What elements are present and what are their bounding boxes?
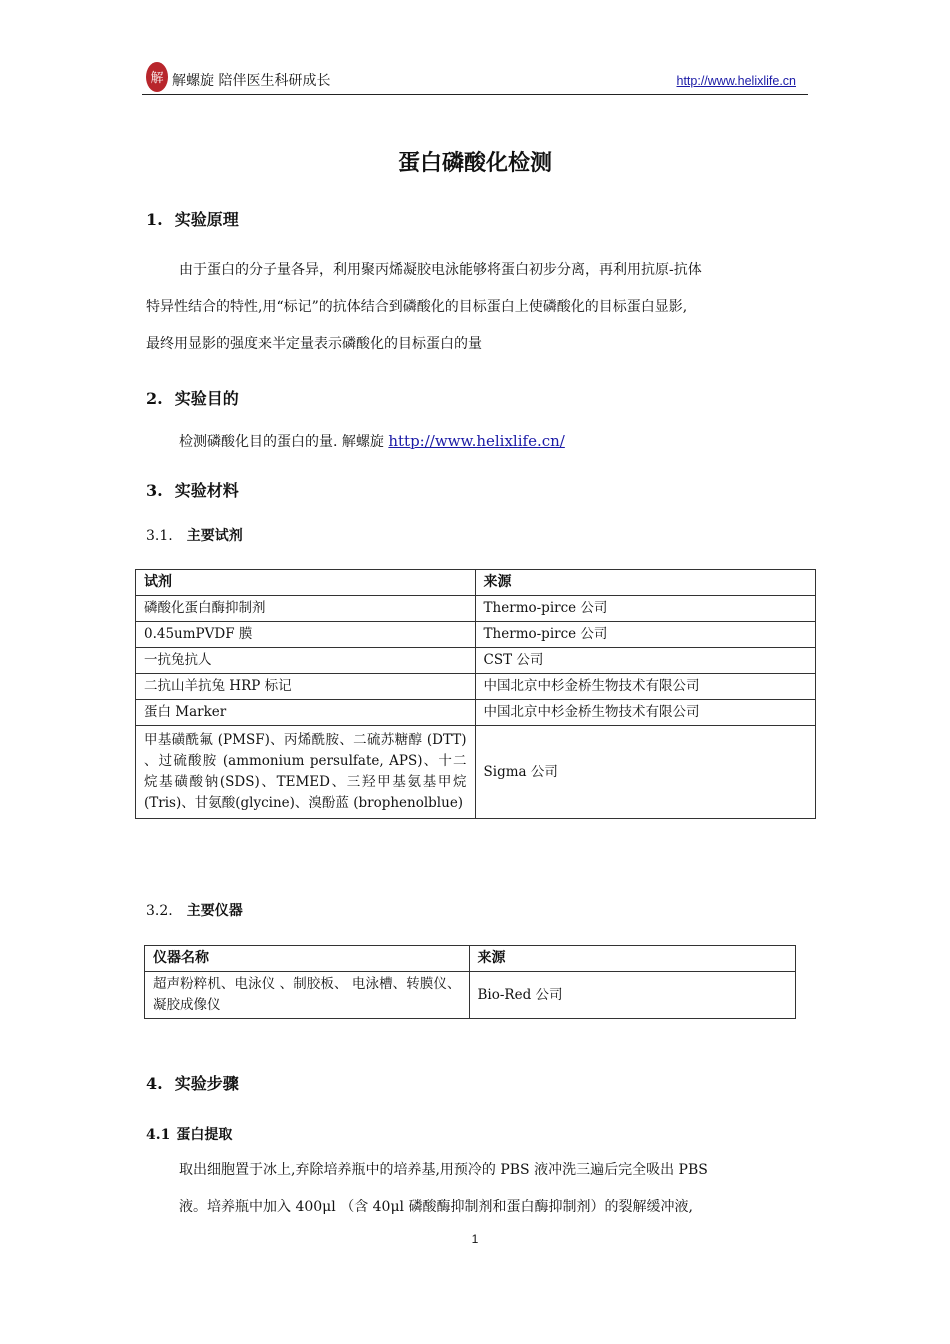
paragraph-line: 特异性结合的特性,用“标记”的抗体结合到磷酸化的目标蛋白上使磷酸化的目标蛋白显影, [146,299,688,315]
section-3-2-heading [146,900,243,920]
table-cell: CST 公司 [475,648,815,674]
section-2-heading [146,386,239,409]
table-row [136,648,816,674]
table-cell: 0.45umPVDF 膜 [136,622,476,648]
header-cell: 来源 [469,946,796,972]
section-number: 1. [146,210,163,229]
table-cell: Thermo-pirce 公司 [475,596,815,622]
header-url-link[interactable]: http://www.helixlife.cn [676,74,796,88]
logo-glyph: 解 [150,71,164,86]
page-number: 1 [471,1232,479,1246]
logo [146,62,168,92]
section-title: 主要试剂 [186,528,243,544]
section-1-heading [146,207,239,230]
section-title: 主要仪器 [186,903,243,919]
section-4-1-paragraph [146,1152,810,1226]
paragraph-line: 取出细胞置于冰上,弃除培养瓶中的培养基,用预冷的 PBS 液冲洗三遍后完全吸出 PBS [179,1162,708,1178]
table-cell: 二抗山羊抗兔 HRP 标记 [136,674,476,700]
table-cell: 甲基磺酰氟 (PMSF)、丙烯酰胺、二硫苏糖醇 (DTT) 、过硫酸胺 (ammonium persulfate, APS)、十二烷基磺酸钠(SDS)、TEMED、三羟甲基氨基甲烷(Tris)、甘氨酸(glycine)、溴酚蓝 (brophenolblue) [136,726,476,819]
section-title: 实验步骤 [174,1074,239,1093]
section-number: 3.1. [146,528,173,544]
helixlife-link[interactable]: http://www.helixlife.cn/ [388,432,565,450]
table-row [145,972,796,1019]
brand-name: 解螺旋 陪伴医生科研成长 [172,73,331,89]
page-title: 蛋白磷酸化检测 [397,151,552,176]
table-row [136,674,816,700]
section-number: 2. [146,389,163,408]
table-cell: Thermo-pirce 公司 [475,622,815,648]
table-cell: 中国北京中杉金桥生物技术有限公司 [475,674,815,700]
instruments-table [144,945,796,1019]
section-title: 蛋白提取 [176,1127,233,1143]
table-cell: 一抗兔抗人 [136,648,476,674]
table-header-row [136,570,816,596]
header-cell: 试剂 [136,570,476,596]
section-3-heading [146,478,239,501]
table-cell: 蛋白 Marker [136,700,476,726]
table-row [136,726,816,819]
section-title: 实验材料 [174,481,239,500]
section-2-paragraph [146,423,810,461]
purpose-text: 检测磷酸化目的蛋白的量. 解螺旋 [179,434,384,450]
section-number: 4. [146,1074,163,1093]
header-cell: 来源 [475,570,815,596]
table-cell: Sigma 公司 [475,726,815,819]
section-3-1-heading [146,525,243,545]
paragraph-line: 最终用显影的强度来半定量表示磷酸化的目标蛋白的量 [146,336,482,352]
section-1-paragraph [146,252,810,363]
section-number: 3. [146,481,163,500]
section-4-1-heading [146,1124,232,1144]
section-number: 4.1 [146,1127,171,1143]
header-cell: 仪器名称 [145,946,470,972]
paragraph-line: 由于蛋白的分子量各异，利用聚丙烯凝胶电泳能够将蛋白初步分离，再利用抗原-抗体 [179,262,702,278]
table-cell: 超声粉粹机、电泳仪 、制胶板、 电泳槽、转膜仪、凝胶成像仪 [145,972,470,1019]
section-4-heading [146,1071,239,1094]
section-title: 实验原理 [174,210,239,229]
paragraph-line: 液。培养瓶中加入 400μl （含 40μl 磷酸酶抑制剂和蛋白酶抑制剂）的裂解缓冲液, [179,1199,693,1215]
reagents-table [135,569,816,819]
table-header-row [145,946,796,972]
table-cell: 中国北京中杉金桥生物技术有限公司 [475,700,815,726]
section-title: 实验目的 [174,389,239,408]
table-cell: Bio-Red 公司 [469,972,796,1019]
table-row [136,596,816,622]
table-row [136,700,816,726]
table-cell: 磷酸化蛋白酶抑制剂 [136,596,476,622]
page-header [142,58,808,95]
section-number: 3.2. [146,903,173,919]
table-row [136,622,816,648]
